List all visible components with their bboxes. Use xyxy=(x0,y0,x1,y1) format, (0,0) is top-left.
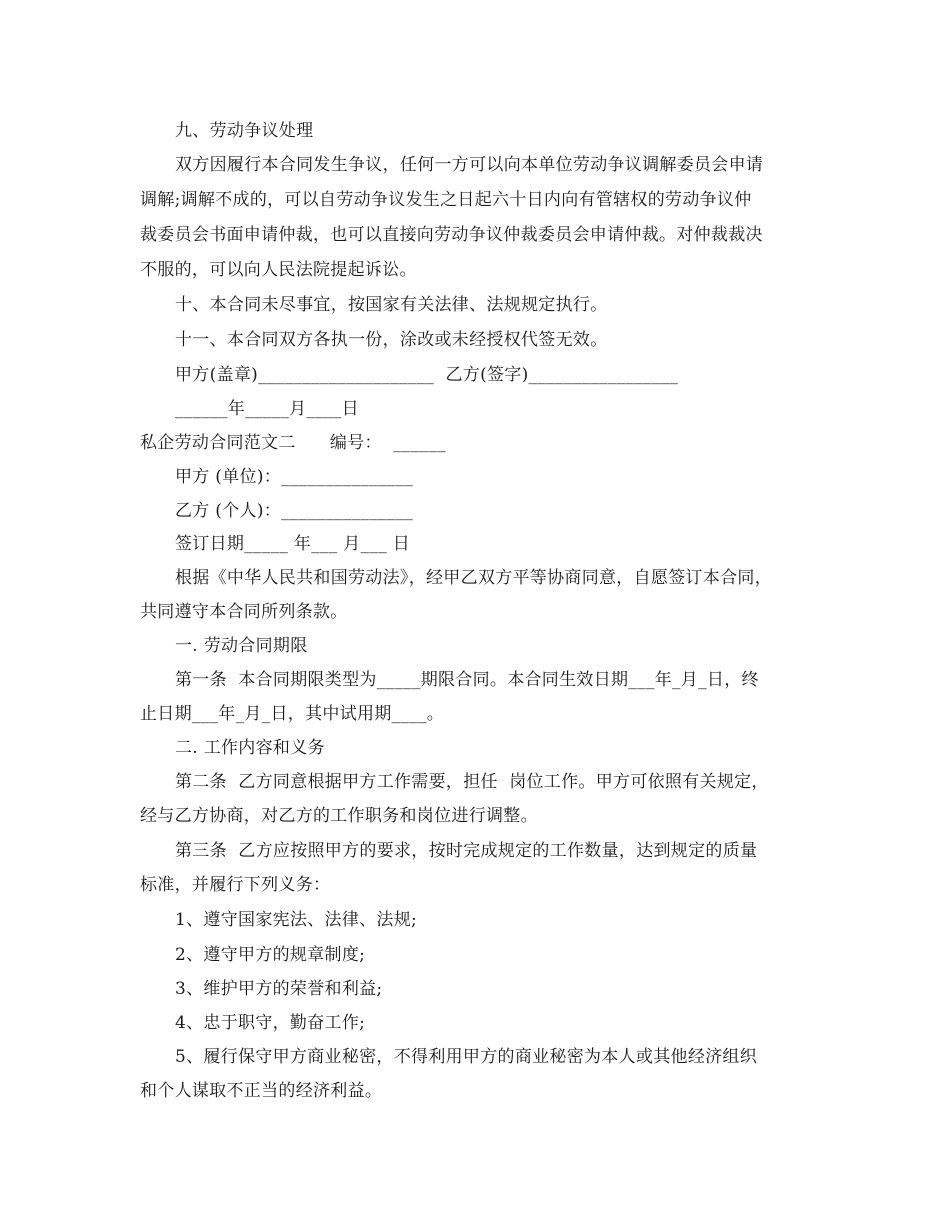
list-item: 4、忠于职守，勤奋工作; xyxy=(175,1013,366,1033)
document-title: 私企劳动合同范文二 编号： ______ xyxy=(140,433,447,453)
list-item: 2、遵守甲方的规章制度; xyxy=(175,945,366,965)
paragraph-line: 共同遵守本合同所列条款。 xyxy=(140,602,348,622)
clause-ten: 十、本合同未尽事宜，按国家有关法律、法规规定执行。 xyxy=(175,295,608,315)
article-two-line: 经与乙方协商，对乙方的工作职务和岗位进行调整。 xyxy=(140,806,538,826)
list-item: 1、遵守国家宪法、法律、法规; xyxy=(175,910,418,930)
paragraph-line: 不服的，可以向人民法院提起诉讼。 xyxy=(140,260,417,280)
list-item: 3、维护甲方的荣誉和利益; xyxy=(175,979,383,999)
paragraph-line: 根据《中华人民共和国劳动法》，经甲乙双方平等协商同意，自愿签订本合同， xyxy=(175,568,772,588)
party-a-line: 甲方 (单位)：_______________ xyxy=(175,467,414,487)
section-heading-labor-dispute: 九、劳动争议处理 xyxy=(175,121,314,141)
paragraph-line: 双方因履行本合同发生争议，任何一方可以向本单位劳动争议调解委员会申请 xyxy=(175,155,764,175)
paragraph-line: 调解;调解不成的，可以自劳动争议发生之日起六十日内向有管辖权的劳动争议仲 xyxy=(140,190,752,210)
section-heading-term: 一. 劳动合同期限 xyxy=(175,636,308,656)
article-three-line: 标准，并履行下列义务： xyxy=(140,875,331,895)
article-two-line: 第二条 乙方同意根据甲方工作需要，担任 岗位工作。甲方可依照有关规定， xyxy=(175,772,769,792)
paragraph-line: 裁委员会书面申请仲裁，也可以直接向劳动争议仲裁委员会申请仲裁。对仲裁裁决 xyxy=(140,225,763,245)
list-item-continuation: 和个人谋取不正当的经济利益。 xyxy=(140,1081,383,1101)
clause-eleven: 十一、本合同双方各执一份，涂改或未经授权代签无效。 xyxy=(175,330,608,350)
signing-date-line: 签订日期_____ 年___ 月___ 日 xyxy=(175,534,411,554)
article-one-line: 止日期___年_月_日，其中试用期____。 xyxy=(140,704,445,724)
signature-line: 甲方(盖章)____________________ 乙方(签字)_________________ xyxy=(175,365,679,385)
list-item: 5、履行保守甲方商业秘密，不得利用甲方的商业秘密为本人或其他经济组织 xyxy=(175,1047,758,1067)
party-b-line: 乙方 (个人)：_______________ xyxy=(175,501,414,521)
article-three-line: 第三条 乙方应按照甲方的要求，按时完成规定的工作数量，达到规定的质量 xyxy=(175,841,758,861)
article-one-line: 第一条 本合同期限类型为_____期限合同。本合同生效日期___年_月_日，终 xyxy=(175,670,759,690)
date-line: ______年_____月____日 xyxy=(175,399,359,419)
section-heading-duties: 二. 工作内容和义务 xyxy=(175,738,325,758)
